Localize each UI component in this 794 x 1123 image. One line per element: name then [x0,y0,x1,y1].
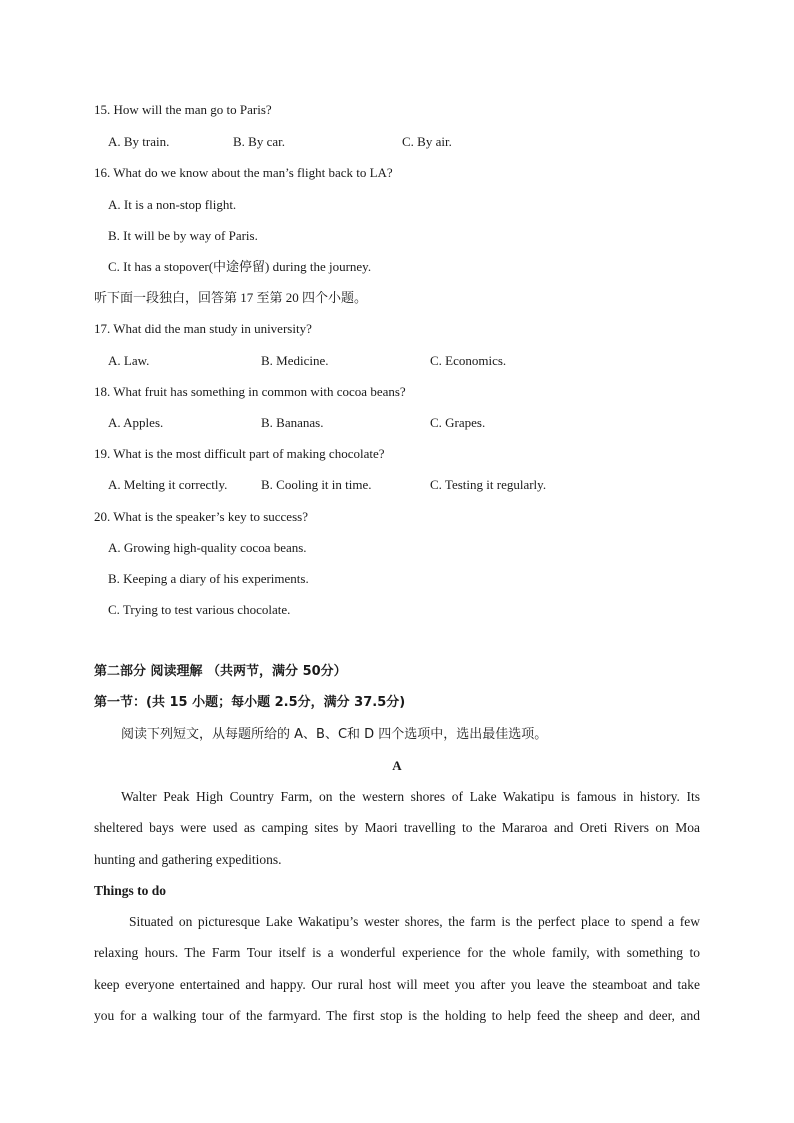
question-20: 20. What is the speaker’s key to success? [94,509,308,524]
passage-para2-line4: you for a walking tour of the farmyard. The first stop is the holding to help feed the sheep and deer, and [94,1008,700,1023]
q17-option-a: A. Law. [108,353,150,368]
q16-option-c: C. It has a stopover(中途停留) during the journey. [108,259,372,274]
passage-para2-line2: relaxing hours. The Farm Tour itself is a wonderful experience for the whole family, with something to [94,945,700,960]
section1-heading: 第一节：(共 15 小题；每小题 2.5分，满分 37.5分) [94,695,406,710]
q20-option-c: C. Trying to test various chocolate. [108,602,291,617]
q16-option-a: A. It is a non-stop flight. [108,197,237,212]
q15-option-a: A. By train. [108,134,170,149]
q17-option-c: C. Economics. [430,353,507,368]
question-15: 15. How will the man go to Paris? [94,102,272,117]
passage-para1-line3: hunting and gathering expeditions. [94,852,282,867]
passage-para1-line2: sheltered bays were used as camping sites by Maori travelling to the Mararoa and Oreti Rivers on Moa [94,820,700,835]
q19-option-b: B. Cooling it in time. [261,477,372,492]
passage-label: A [392,758,402,773]
q17-option-b: B. Medicine. [261,353,329,368]
listening-instruction: 听下面一段独白，回答第 17 至第 20 四个小题。 [94,290,368,305]
passage-para2-line1: Situated on picturesque Lake Wakatipu’s wester shores, the farm is the perfect place to spend a few [129,914,700,929]
passage-para1-line1: Walter Peak High Country Farm, on the western shores of Lake Wakatipu is famous in history. Its [121,789,700,804]
q19-option-c: C. Testing it regularly. [430,477,547,492]
reading-instruction: 阅读下列短文，从每题所给的 A、B、C和 D 四个选项中，选出最佳选项。 [121,727,548,742]
q20-option-b: B. Keeping a diary of his experiments. [108,571,309,586]
part2-heading: 第二部分 阅读理解 （共两节，满分 50分） [94,664,347,679]
q18-option-b: B. Bananas. [261,415,324,430]
q15-option-b: B. By car. [233,134,285,149]
subheading-things-to-do: Things to do [94,883,167,898]
q18-option-c: C. Grapes. [430,415,486,430]
question-19: 19. What is the most difficult part of making chocolate? [94,446,385,461]
passage-para2-line3: keep everyone entertained and happy. Our rural host will meet you after you leave the steamboat and take [94,977,700,992]
q16-option-b: B. It will be by way of Paris. [108,228,258,243]
q15-option-c: C. By air. [402,134,452,149]
q19-option-a: A. Melting it correctly. [108,477,228,492]
question-16: 16. What do we know about the man’s flight back to LA? [94,165,393,180]
question-18: 18. What fruit has something in common with cocoa beans? [94,384,406,399]
question-17: 17. What did the man study in university? [94,321,312,336]
q20-option-a: A. Growing high-quality cocoa beans. [108,540,307,555]
q18-option-a: A. Apples. [108,415,164,430]
